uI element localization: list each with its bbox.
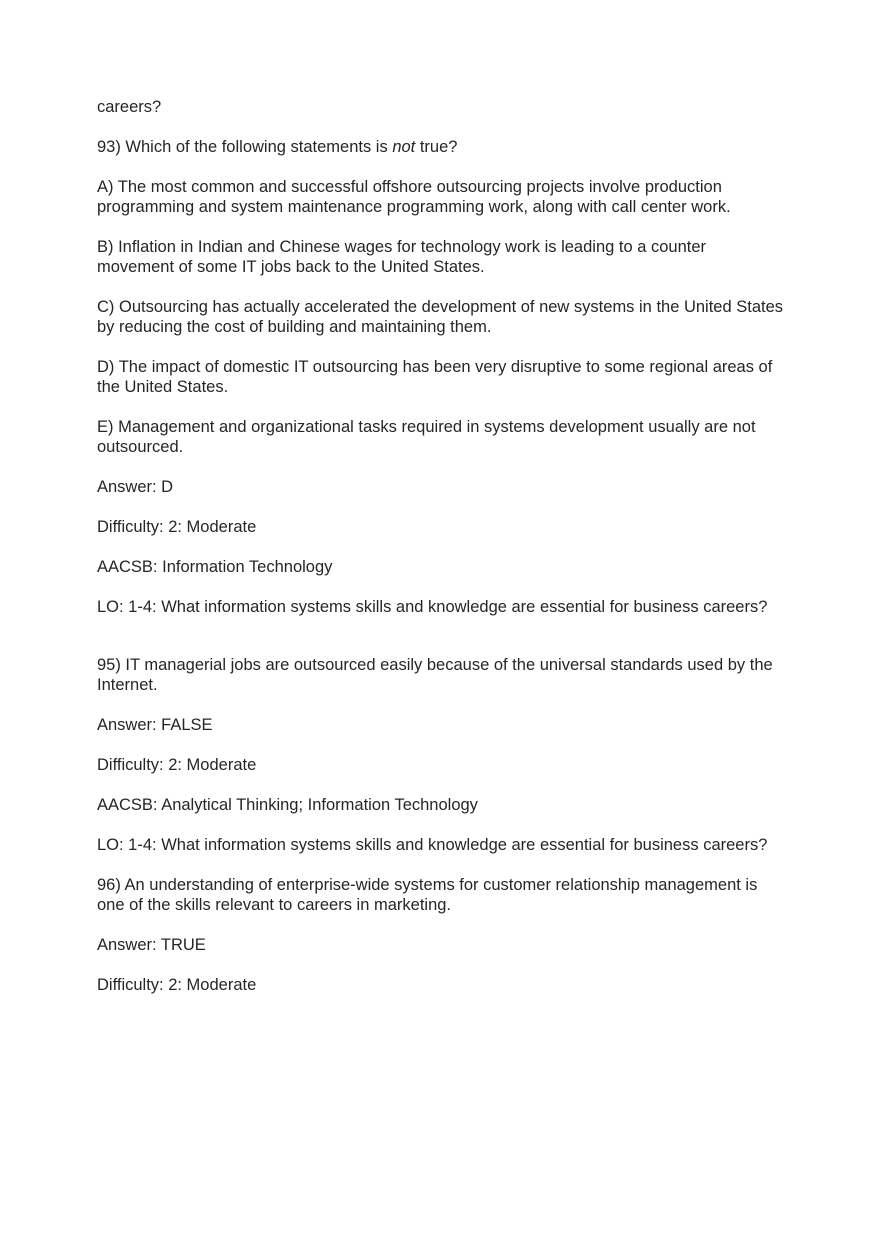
- question-96-answer: Answer: TRUE: [97, 936, 206, 954]
- question-93-learning-objective: LO: 1-4: What information systems skills and knowledge are essential for business careers?: [97, 598, 768, 616]
- question-93-option-d: D) The impact of domestic IT outsourcing has been very disruptive to some regional areas of the United States.: [97, 358, 773, 396]
- question-93-prompt-end: true?: [415, 138, 458, 156]
- question-93: [97, 137, 787, 617]
- question-95-difficulty: Difficulty: 2: Moderate: [97, 756, 257, 774]
- question-96-difficulty: Difficulty: 2: Moderate: [97, 976, 257, 994]
- question-95: [97, 655, 787, 855]
- question-95-answer: Answer: FALSE: [97, 716, 213, 734]
- question-96: [97, 875, 787, 995]
- question-93-difficulty: Difficulty: 2: Moderate: [97, 518, 257, 536]
- question-93-prompt-start: 93) Which of the following statements is: [97, 138, 393, 156]
- question-95-prompt: 95) IT managerial jobs are outsourced easily because of the universal standards used by the Internet.: [97, 656, 773, 694]
- continuation-text: careers?: [97, 98, 162, 116]
- document-page: [97, 97, 787, 1015]
- question-96-prompt: 96) An understanding of enterprise-wide systems for customer relationship management is one of the skills relevant to careers in marketing.: [97, 876, 758, 914]
- question-93-aacsb: AACSB: Information Technology: [97, 558, 333, 576]
- question-93-prompt-emphasis: not: [392, 138, 416, 156]
- question-93-prompt: [97, 137, 787, 157]
- question-93-option-a: A) The most common and successful offshore outsourcing projects involve production programming and system maintenance programming work, along with call center work.: [97, 178, 731, 216]
- question-95-aacsb: AACSB: Analytical Thinking; Information Technology: [97, 796, 478, 814]
- question-93-option-b: B) Inflation in Indian and Chinese wages for technology work is leading to a counter movement of some IT jobs back to the United States.: [97, 238, 707, 276]
- question-93-option-c: C) Outsourcing has actually accelerated the development of new systems in the United States by reducing the cost of building and maintaining them.: [97, 298, 784, 336]
- question-95-learning-objective: LO: 1-4: What information systems skills and knowledge are essential for business careers?: [97, 836, 768, 854]
- question-93-option-e: E) Management and organizational tasks required in systems development usually are not outsourced.: [97, 418, 756, 456]
- question-93-answer: Answer: D: [97, 478, 174, 496]
